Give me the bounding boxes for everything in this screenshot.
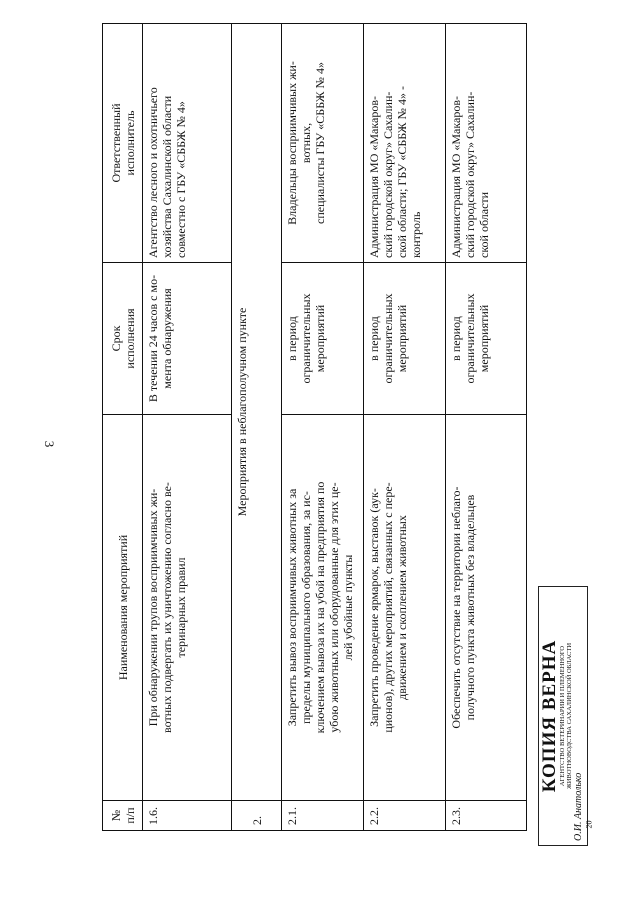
stamp-line1: АГЕНТСТВО ВЕТЕРИНАРИИ И ПЛЕМЕННОГО	[559, 645, 566, 787]
row-name	[143, 415, 232, 801]
row-num: 1.6.	[143, 801, 232, 831]
header-name	[103, 415, 143, 801]
row-resp-text: Агентство лесного и охотничьего хозяйства Сахалинской области совместно с ГБУ «СББЖ № 4»	[146, 87, 188, 258]
table-row	[446, 24, 527, 831]
table-row	[364, 24, 446, 831]
row-name	[282, 415, 364, 801]
row-resp-text: Администрация МО «Макаров- ский городской округ» Сахалин- ской области	[449, 91, 491, 258]
header-num	[103, 801, 143, 831]
row-num: 2.1.	[282, 801, 364, 831]
header-resp-text: Ответственный исполнитель	[108, 103, 137, 183]
row-name-text: Обеспечить отсутствие на территории неблаго- получного пункта животных без владельцев	[449, 486, 477, 729]
row-name-text: Запретить проведение ярмарок, выставок (аук- ционов), других мероприятий, связанных с пере- движением и скоплением животных	[367, 482, 409, 733]
stamp-date: 20	[584, 820, 594, 829]
measures-table	[102, 23, 527, 831]
row-resp-text: Владельцы восприимчивых жи- вотных, специалисты ГБУ «СББЖ № 4»	[285, 61, 327, 225]
header-resp	[103, 24, 143, 263]
row-term-text: в период ограничительных мероприятий	[367, 293, 409, 384]
stamp-signature: О.И. Анатолько	[573, 772, 584, 841]
header-term-text: Срок исполнения	[108, 308, 137, 369]
table-header-row	[103, 24, 143, 831]
header-name-text: Наименования мероприятий	[115, 534, 130, 681]
row-term-text: В течении 24 часов с мо- мента обнаружения	[146, 274, 174, 403]
row-name-text: Запретить вывоз восприимчивых животных за пределы муниципального образования, за ис- ключением вывоза их на убой на предприятия по убою животных или оборудованные для этих це- лей убойные пункты	[285, 481, 355, 734]
row-num: 2.2.	[364, 801, 446, 831]
table-row	[282, 24, 364, 831]
section-row	[232, 24, 282, 831]
header-term	[103, 263, 143, 415]
row-name	[446, 415, 527, 801]
certified-copy-stamp	[538, 586, 588, 846]
header-num-text: № п/п	[108, 807, 137, 824]
stamp-line2: ЖИВОТНОВОДСТВА САХАЛИНСКОЙ ОБЛАСТИ	[566, 642, 573, 790]
measures-table-container	[102, 24, 526, 831]
row-name	[364, 415, 446, 801]
section-title: Мероприятия в неблагополучном пункте	[232, 24, 282, 801]
row-resp	[364, 24, 446, 263]
section-num: 2.	[232, 801, 282, 831]
row-resp	[446, 24, 527, 263]
row-term-text: в период ограничительных мероприятий	[285, 293, 327, 384]
row-term	[364, 263, 446, 415]
row-resp	[282, 24, 364, 263]
page-number: 3	[42, 440, 57, 448]
row-term	[143, 263, 232, 415]
row-num: 2.3.	[446, 801, 527, 831]
row-name-text: При обнаружении трупов восприимчивых жи- вотных подвергать их уничтожению согласно ве- теринарных правил	[146, 482, 188, 733]
row-term	[282, 263, 364, 415]
row-term-text: в период ограничительных мероприятий	[449, 293, 491, 384]
stamp-title: КОПИЯ ВЕРНА	[539, 639, 560, 793]
row-term	[446, 263, 527, 415]
row-resp	[143, 24, 232, 263]
table-row	[143, 24, 232, 831]
row-resp-text: Администрация МО «Макаров- ский городской округ» Сахалин- ской области; ГБУ «СББЖ № 4» - контроль	[367, 85, 423, 258]
